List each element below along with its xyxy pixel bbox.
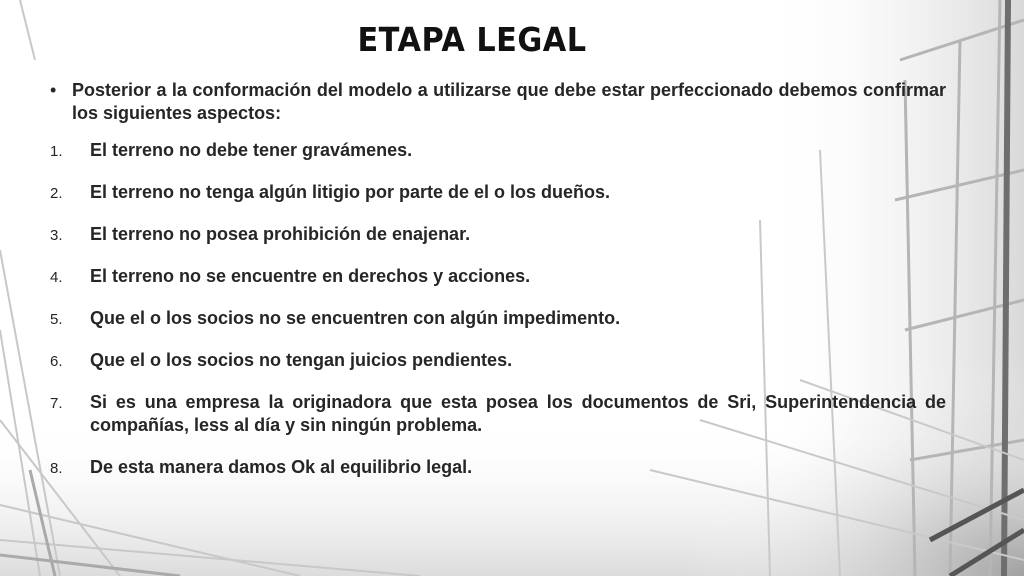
list-item-number: 8. bbox=[50, 460, 63, 477]
list-item-number: 7. bbox=[50, 395, 63, 412]
list-item bbox=[48, 223, 946, 246]
requirements-list bbox=[48, 139, 946, 479]
bullet-marker: • bbox=[50, 80, 57, 100]
list-item bbox=[48, 181, 946, 204]
list-item-text: De esta manera damos Ok al equilibrio legal. bbox=[90, 457, 473, 477]
list-item bbox=[48, 139, 946, 162]
intro-text: Posterior a la conformación del modelo a utilizarse que debe estar perfeccionado debemos confirmar los siguientes aspectos: bbox=[72, 80, 946, 123]
intro-paragraph bbox=[48, 79, 946, 125]
list-item-text: Que el o los socios no tengan juicios pendientes. bbox=[90, 350, 513, 370]
list-item-text: El terreno no debe tener gravámenes. bbox=[90, 140, 413, 160]
list-item-text: El terreno no tenga algún litigio por parte de el o los dueños. bbox=[90, 182, 611, 202]
list-item-number: 2. bbox=[50, 185, 63, 202]
list-item-number: 3. bbox=[50, 227, 63, 244]
list-item bbox=[48, 349, 946, 372]
list-item bbox=[48, 307, 946, 330]
list-item-number: 4. bbox=[50, 269, 63, 286]
list-item-number: 5. bbox=[50, 311, 63, 328]
list-item-text: Que el o los socios no se encuentren con algún impedimento. bbox=[90, 308, 621, 328]
list-item bbox=[48, 265, 946, 288]
list-item-number: 1. bbox=[50, 143, 63, 160]
list-item bbox=[48, 391, 946, 437]
slide-content bbox=[48, 79, 946, 498]
list-item-text: El terreno no se encuentre en derechos y acciones. bbox=[90, 266, 531, 286]
list-item-text: El terreno no posea prohibición de enajenar. bbox=[90, 224, 471, 244]
list-item-number: 6. bbox=[50, 353, 63, 370]
list-item-text: Si es una empresa la originadora que esta posea los documentos de Sri, Superintendencia de compañías, less al día y sin ningún problema. bbox=[90, 392, 946, 435]
list-item bbox=[48, 456, 946, 479]
slide-title: ETAPA LEGAL bbox=[357, 20, 587, 59]
